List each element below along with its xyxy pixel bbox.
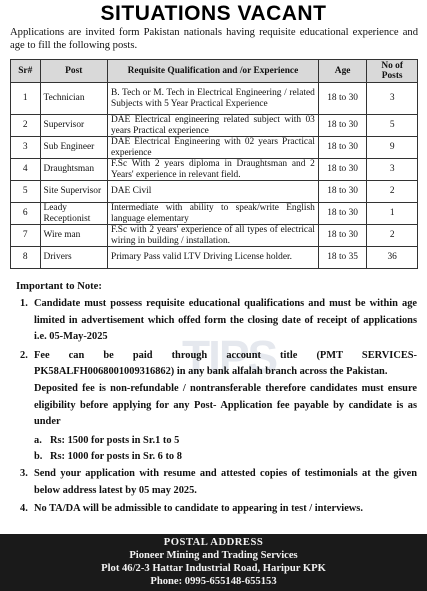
cell-sr: 6	[11, 203, 41, 225]
note-text: No TA/DA will be admissible to candidate to appearing in test / interviews.	[34, 503, 363, 515]
table-row	[11, 83, 418, 115]
cell-sr: 7	[11, 225, 41, 247]
postal-address-footer	[0, 534, 427, 591]
note-number: 4.	[20, 503, 28, 515]
cell-posts: 3	[367, 83, 418, 115]
table-row	[11, 159, 418, 181]
table-row	[11, 137, 418, 159]
footer-company: Pioneer Mining and Trading Services	[129, 550, 298, 561]
note-item	[20, 296, 417, 346]
col-header-qualification: Requisite Qualification and /or Experience	[107, 60, 318, 83]
note-text: Candidate must possess requisite educational qualifications and must be within age limited in advertisement which offed form the closing date of receipt of applications i.e. 05-May-2025	[34, 298, 417, 343]
fee-text: Rs: 1000 for posts in Sr. 6 to 8	[50, 451, 182, 463]
cell-post: Draughtsman	[40, 159, 107, 181]
cell-age: 18 to 30	[318, 225, 367, 247]
table-row	[11, 247, 418, 269]
cell-age: 18 to 35	[318, 247, 367, 269]
cell-post: Site Supervisor	[40, 181, 107, 203]
cell-posts: 2	[367, 225, 418, 247]
notes-heading: Important to Note:	[16, 281, 102, 292]
cell-age: 18 to 30	[318, 137, 367, 159]
cell-qualification: B. Tech or M. Tech in Electrical Engineering / related Subjects with 5 Year Practical Experience	[107, 83, 318, 115]
cell-posts: 36	[367, 247, 418, 269]
cell-sr: 3	[11, 137, 41, 159]
cell-qualification: Primary Pass valid LTV Driving License holder.	[107, 247, 318, 269]
fee-letter: b.	[34, 451, 43, 463]
cell-sr: 5	[11, 181, 41, 203]
cell-posts: 2	[367, 181, 418, 203]
cell-sr: 1	[11, 83, 41, 115]
table-row	[11, 225, 418, 247]
cell-age: 18 to 30	[318, 181, 367, 203]
footer-phone: Phone: 0995-655148-655153	[150, 576, 277, 587]
cell-age: 18 to 30	[318, 159, 367, 181]
note-number: 3.	[20, 467, 28, 479]
cell-post: Leady Receptionist	[40, 203, 107, 225]
table-row	[11, 115, 418, 137]
footer-heading: POSTAL ADDRESS	[163, 537, 264, 548]
watermark-logo: TIPS	[182, 331, 277, 383]
col-header-age: Age	[318, 60, 367, 83]
fee-letter: a.	[34, 434, 42, 446]
note-number: 2.	[20, 349, 28, 361]
table-row	[11, 181, 418, 203]
cell-age: 18 to 30	[318, 83, 367, 115]
footer-address: Plot 46/2-3 Hattar Industrial Road, Haripur KPK	[101, 563, 326, 574]
cell-qualification: DAE Electrical engineering related subject with 03 years Practical experience	[107, 115, 318, 137]
cell-qualification: F.Sc with 2 years' experience of all types of electrical wiring in building / installation.	[107, 225, 318, 247]
note-item	[20, 501, 417, 518]
col-header-post: Post	[40, 60, 107, 83]
vacancy-table	[10, 59, 418, 269]
note-item	[20, 466, 417, 499]
cell-age: 18 to 30	[318, 203, 367, 225]
cell-qualification: Intermediate with ability to speak/write English language elementary	[107, 203, 318, 225]
intro-text: Applications are invited form Pakistan nationals having requisite educational experience and age to fill the following posts.	[10, 27, 418, 51]
cell-age: 18 to 30	[318, 115, 367, 137]
cell-posts: 3	[367, 159, 418, 181]
fee-item	[20, 449, 417, 466]
cell-posts: 5	[367, 115, 418, 137]
cell-post: Sub Engineer	[40, 137, 107, 159]
cell-posts: 9	[367, 137, 418, 159]
cell-post: Drivers	[40, 247, 107, 269]
fee-item	[20, 433, 417, 450]
col-header-posts: No of Posts	[367, 60, 418, 83]
table-row	[11, 203, 418, 225]
cell-post: Wire man	[40, 225, 107, 247]
cell-sr: 8	[11, 247, 41, 269]
cell-sr: 4	[11, 159, 41, 181]
cell-post: Supervisor	[40, 115, 107, 137]
cell-sr: 2	[11, 115, 41, 137]
cell-posts: 1	[367, 203, 418, 225]
note-text: Send your application with resume and attested copies of testimonials at the given below address latest by 05 may 2025.	[34, 467, 417, 496]
note-item	[20, 348, 417, 431]
table-header-row	[11, 60, 418, 83]
notes-list	[20, 296, 417, 520]
cell-post: Technician	[40, 83, 107, 115]
ad-title: SITUATIONS VACANT	[100, 2, 327, 25]
col-header-sr: Sr#	[11, 60, 41, 83]
fee-text: Rs: 1500 for posts in Sr.1 to 5	[50, 434, 180, 446]
note-text-continued: Deposited fee is non-refundable / nontransferable therefore candidates must ensure eligibility before applying for any Post- Application fee payable by candidate is as under	[34, 382, 417, 428]
cell-qualification: DAE Electrical Engineering with 02 years Practical experience	[107, 137, 318, 159]
note-text: Fee can be paid through account title (PMT SERVICES-PK58ALFH0068001009316862) in any bank alfalah branch across the Pakistan.	[34, 349, 417, 378]
cell-qualification: DAE Civil	[107, 181, 318, 203]
cell-qualification: F.Sc With 2 years diploma in Draughtsman and 2 Years' experience in relevant field.	[107, 159, 318, 181]
note-number: 1.	[20, 298, 28, 309]
